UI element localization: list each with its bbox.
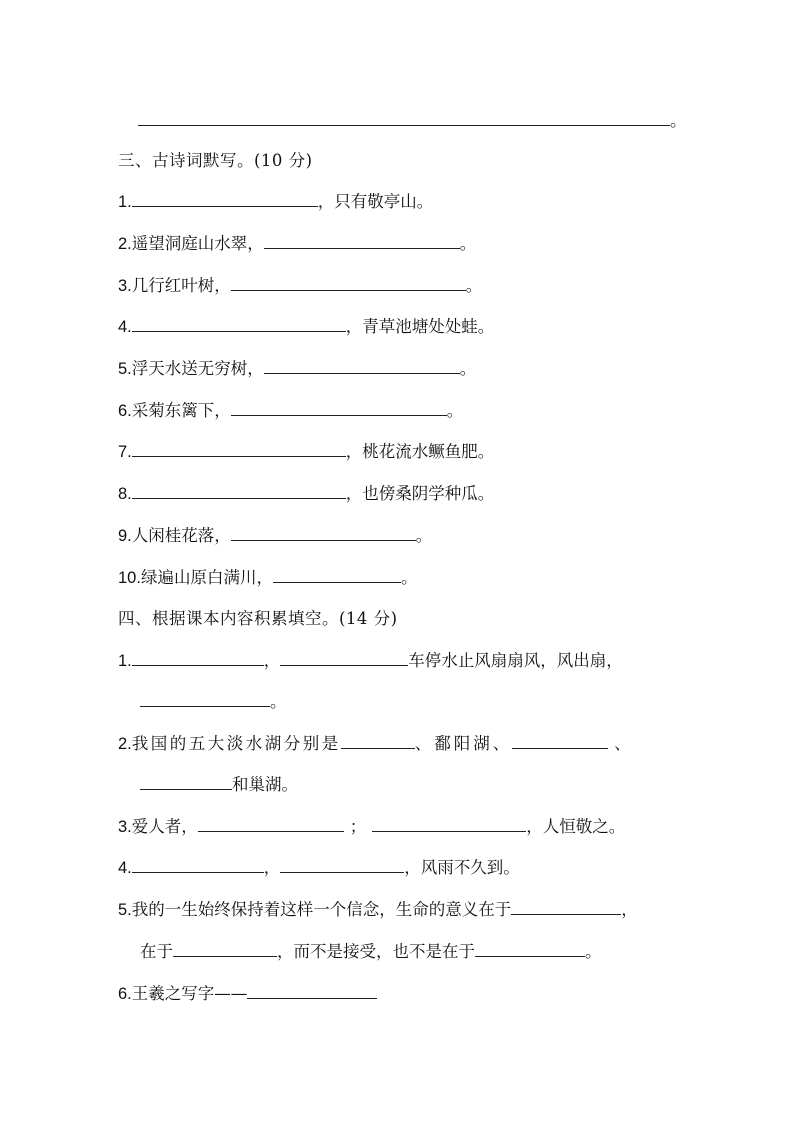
answer-blank[interactable] xyxy=(372,817,526,832)
answer-blank[interactable] xyxy=(132,317,346,332)
answer-blank[interactable] xyxy=(132,442,346,457)
fill-item-5-cont: 在于 ，而不是接受，也不是在于 。 xyxy=(140,942,602,961)
answer-blank[interactable] xyxy=(132,651,264,666)
poem-item-4: 4. ，青草池塘处处蛙。 xyxy=(118,317,495,336)
answer-blank[interactable] xyxy=(231,526,416,541)
answer-blank[interactable] xyxy=(132,484,346,499)
answer-blank[interactable] xyxy=(280,858,404,873)
answer-blank[interactable] xyxy=(132,192,318,207)
answer-blank[interactable] xyxy=(247,984,377,999)
answer-blank[interactable] xyxy=(280,651,408,666)
fill-item-5: 5.我的一生始终保持着这样一个信念，生命的意义在于 ， xyxy=(118,900,638,919)
poem-item-3: 3.几行红叶树， 。 xyxy=(118,276,483,295)
fill-item-1-cont: 。 xyxy=(140,691,287,713)
answer-blank[interactable] xyxy=(231,276,466,291)
answer-blank[interactable] xyxy=(341,734,415,749)
answer-blank[interactable] xyxy=(264,359,460,374)
fill-item-6: 6.王羲之写字—— xyxy=(118,983,377,1005)
answer-blank[interactable] xyxy=(231,401,447,416)
fill-item-2: 2.我国的五大淡水湖分别是 、鄱阳湖、 、 xyxy=(118,734,631,753)
poem-item-9: 9.人闲桂花落， 。 xyxy=(118,526,433,545)
answer-blank[interactable] xyxy=(198,817,344,832)
poem-item-1: 1. ，只有敬亭山。 xyxy=(118,192,434,211)
poem-item-2: 2.遥望洞庭山水翠， 。 xyxy=(118,234,477,253)
answer-blank[interactable] xyxy=(512,734,608,749)
fill-item-1: 1. ， 车停水止风扇扇风，风出扇， xyxy=(118,651,623,670)
section-4-title: 四、根据课本内容积累填空。(14 分) xyxy=(118,609,398,628)
answer-blank[interactable] xyxy=(132,858,264,873)
section-3-title: 三、古诗词默写。(10 分) xyxy=(118,151,313,170)
continuation-line: 。 xyxy=(138,110,687,132)
poem-item-8: 8. ，也傍桑阴学种瓜。 xyxy=(118,484,495,503)
poem-item-6: 6.采菊东篱下， 。 xyxy=(118,401,464,420)
answer-blank[interactable] xyxy=(511,900,621,915)
poem-item-5: 5.浮天水送无穷树， 。 xyxy=(118,359,477,378)
poem-item-10: 10.绿遍山原白满川， 。 xyxy=(118,568,418,587)
answer-blank[interactable] xyxy=(475,942,585,957)
answer-blank[interactable] xyxy=(173,942,277,957)
fill-item-4: 4. ， ，风雨不久到。 xyxy=(118,858,520,877)
answer-blank[interactable] xyxy=(138,111,670,126)
poem-item-7: 7. ，桃花流水鳜鱼肥。 xyxy=(118,442,495,461)
fill-item-3: 3.爱人者， ； ，人恒敬之。 xyxy=(118,817,626,836)
fill-item-2-cont: 和巢湖。 xyxy=(140,774,298,796)
answer-blank[interactable] xyxy=(140,692,270,707)
answer-blank[interactable] xyxy=(140,775,232,790)
answer-blank[interactable] xyxy=(264,234,460,249)
answer-blank[interactable] xyxy=(273,568,401,583)
